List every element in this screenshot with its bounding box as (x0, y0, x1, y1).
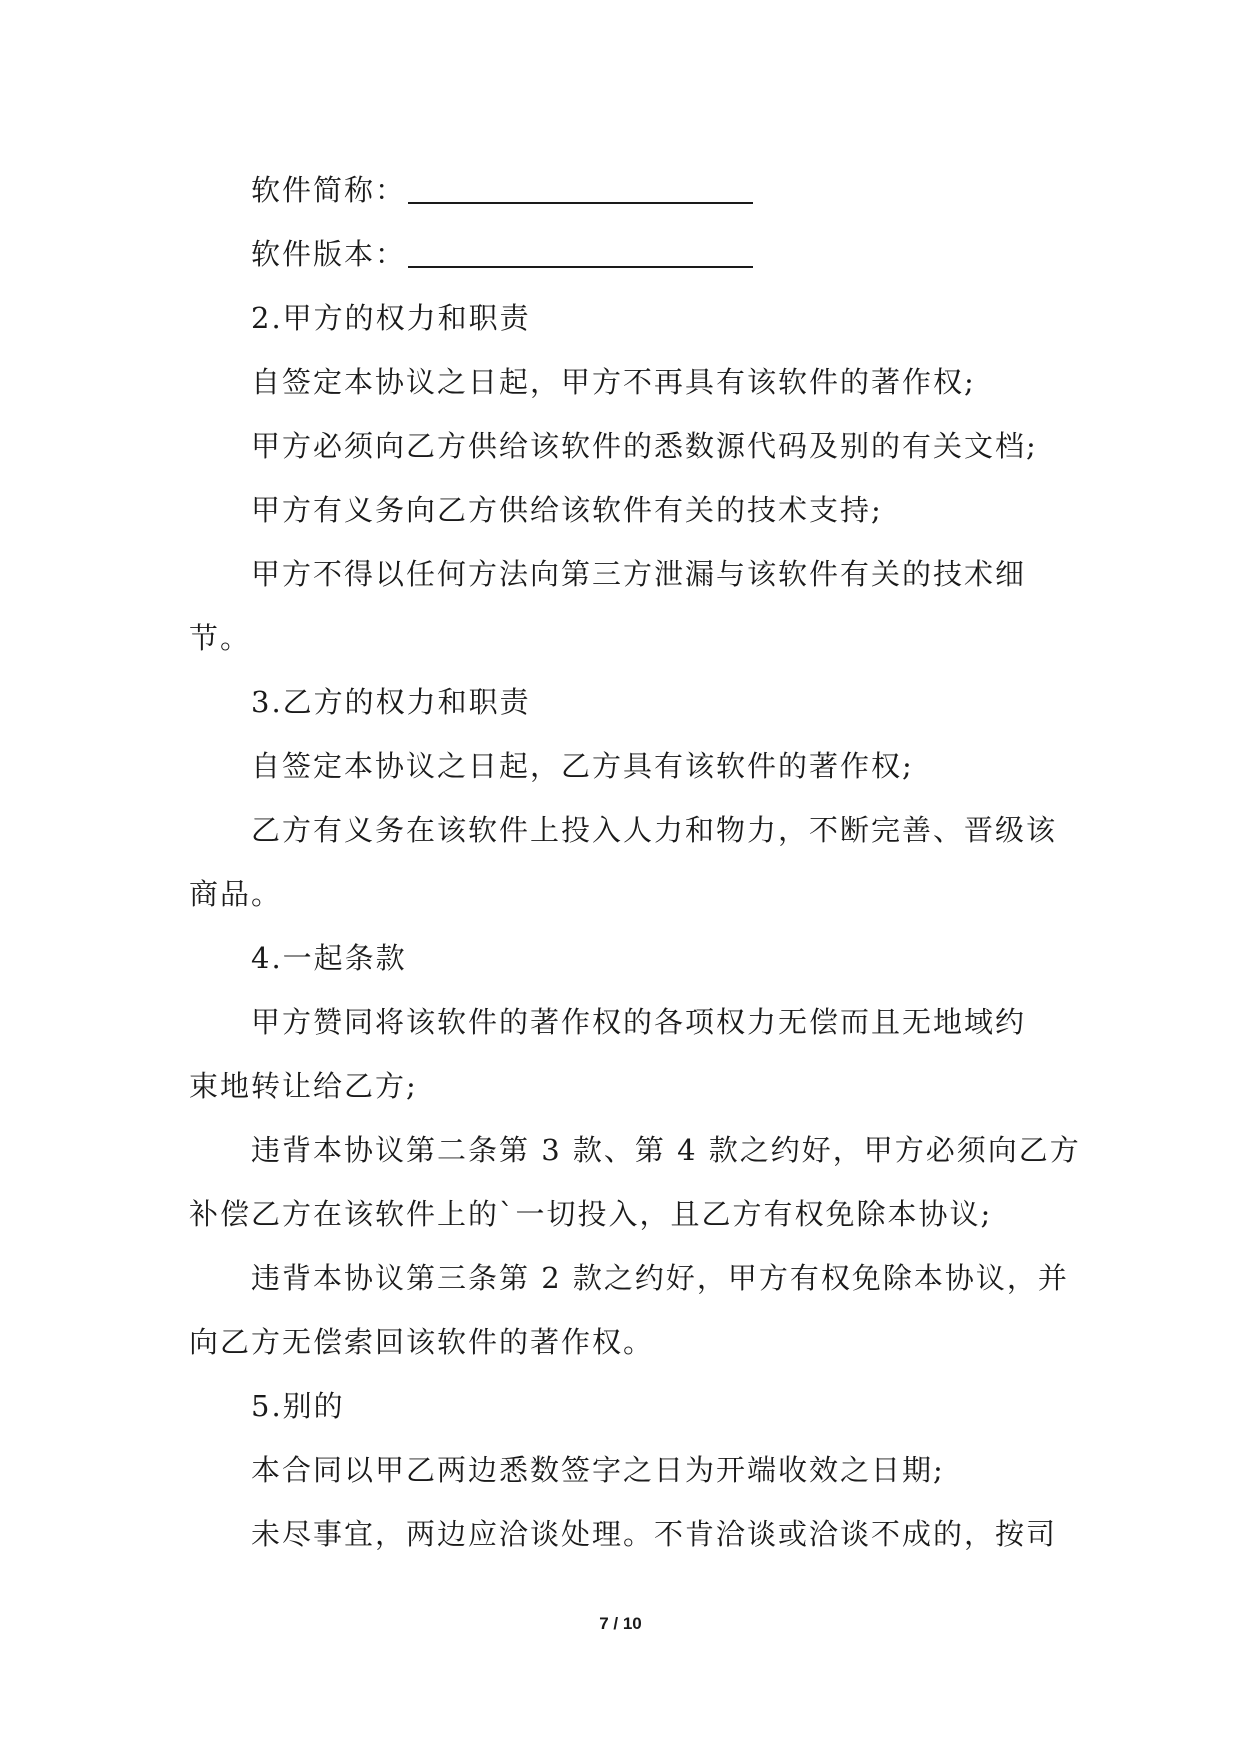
paragraph-line-continued: 向乙方无偿索回该软件的著作权。 (189, 1325, 655, 1359)
software-version-label: 软件版本： (251, 237, 407, 271)
paragraph-line: 乙方有义务在该软件上投入人力和物力，不断完善、晋级该 (251, 813, 1058, 847)
paragraph-line: 本合同以甲乙两边悉数签字之日为开端收效之日期; (251, 1453, 945, 1487)
paragraph-line: 甲方赞同将该软件的著作权的各项权力无偿而且无地域约 (251, 1005, 1027, 1039)
software-short-name-field (189, 158, 1057, 222)
paragraph-line: 甲方不得以任何方法向第三方泄漏与该软件有关的技术细 (251, 557, 1027, 591)
paragraph-line-continued: 节。 (189, 621, 252, 655)
paragraph-line: 自签定本协议之日起，甲方不再具有该软件的著作权; (251, 365, 976, 399)
section-heading-party-b: 3.乙方的权力和职责 (251, 685, 531, 719)
section-heading-common-terms: 4.一起条款 (251, 941, 407, 975)
paragraph-line-continued: 商品。 (189, 877, 283, 911)
paragraph-line: 自签定本协议之日起，乙方具有该软件的著作权; (251, 749, 914, 783)
section-heading-other: 5.别的 (251, 1389, 345, 1423)
section-heading-party-a: 2.甲方的权力和职责 (251, 301, 531, 335)
paragraph-line: 违背本协议第三条第 2 款之约好，甲方有权免除本协议，并 (251, 1261, 1069, 1295)
paragraph-line-continued: 补偿乙方在该软件上的`一切投入，且乙方有权免除本协议; (189, 1197, 993, 1231)
paragraph-line: 甲方有义务向乙方供给该软件有关的技术支持; (251, 493, 883, 527)
paragraph-line: 甲方必须向乙方供给该软件的悉数源代码及别的有关文档; (251, 429, 1038, 463)
software-short-name-blank (408, 202, 753, 204)
paragraph-line: 未尽事宜，两边应洽谈处理。不肯洽谈或洽谈不成的，按司 (251, 1517, 1058, 1551)
software-version-field (189, 222, 1057, 286)
paragraph-line: 违背本协议第二条第 3 款、第 4 款之约好，甲方必须向乙方 (251, 1133, 1081, 1167)
page-number: 7 / 10 (599, 1614, 642, 1633)
document-body (189, 158, 1081, 1566)
paragraph-line-continued: 束地转让给乙方; (189, 1069, 418, 1103)
software-version-blank (408, 266, 753, 268)
software-short-name-label: 软件简称： (251, 173, 407, 207)
